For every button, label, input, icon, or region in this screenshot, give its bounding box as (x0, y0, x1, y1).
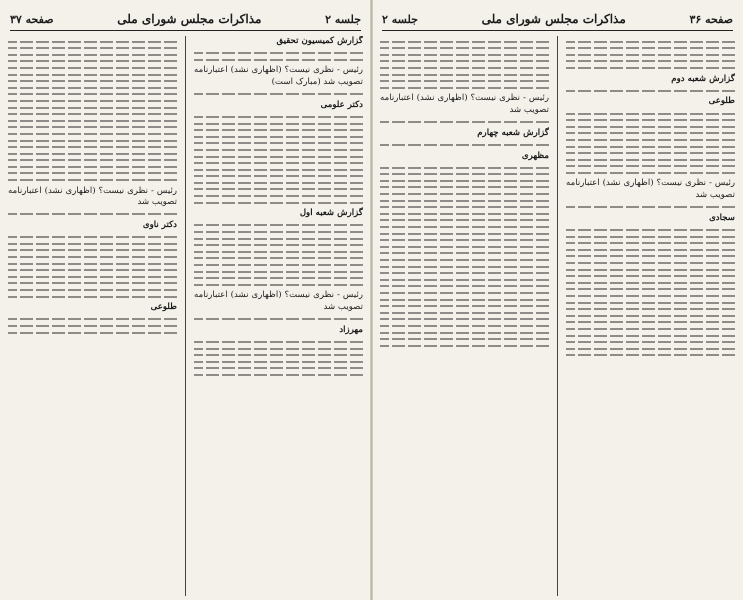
column-right (566, 36, 735, 596)
paragraph: گزارش شعبه دوم (566, 74, 735, 92)
speaker-paragraph: مهرزاد (194, 325, 363, 376)
page-header (10, 8, 361, 31)
column-divider (557, 36, 558, 596)
speaker-paragraph: دکتر علومی (194, 100, 363, 204)
page-number: صفحه ۳۷ (10, 12, 54, 26)
speaker-paragraph: طلوعی (566, 96, 735, 174)
page-title: مذاکرات مجلس شورای ملی (117, 12, 262, 26)
column-right (194, 36, 363, 596)
paragraph: گزارش کمیسیون تحقیق (194, 36, 363, 61)
paragraph: رئیس - نظری نیست؟ (اظهاری نشد) اعتبارنامه تصویب شد (566, 178, 735, 208)
column-divider (185, 36, 186, 596)
paragraph: رئیس - نظری نیست؟ (اظهاری نشد) اعتبارنامه تصویب شد (8, 186, 177, 216)
paragraph (8, 41, 177, 181)
speaker-paragraph: دکتر ناوی (8, 220, 177, 298)
paragraph: رئیس - نظری نیست؟ (اظهاری نشد) اعتبارنامه تصویب شد (194, 290, 363, 320)
paragraph (566, 41, 735, 69)
column-left (8, 36, 177, 596)
column-left (380, 36, 549, 596)
paragraph: گزارش شعبه اول (194, 208, 363, 286)
speaker-paragraph: طلوعی (8, 302, 177, 333)
paragraph (380, 41, 549, 89)
page-number: صفحه ۳۶ (689, 12, 733, 26)
page-36 (372, 0, 743, 600)
text-columns (380, 36, 735, 596)
page-title: مذاکرات مجلس شورای ملی (481, 12, 626, 26)
speaker-paragraph: مظهری (380, 151, 549, 347)
paragraph: گزارش شعبه چهارم (380, 128, 549, 146)
paragraph: رئیس - نظری نیست؟ (اظهاری نشد) اعتبارنامه تصویب شد (380, 93, 549, 123)
page-header (382, 8, 733, 31)
page-37 (0, 0, 371, 600)
paragraph: رئیس - نظری نیست؟ (اظهاری نشد) اعتبارنامه تصویب شد (مبارک است) (194, 65, 363, 95)
session-label: جلسه ۲ (382, 12, 418, 26)
text-columns (8, 36, 363, 596)
session-label: جلسه ۲ (325, 12, 361, 26)
speaker-paragraph: سجادی (566, 213, 735, 356)
